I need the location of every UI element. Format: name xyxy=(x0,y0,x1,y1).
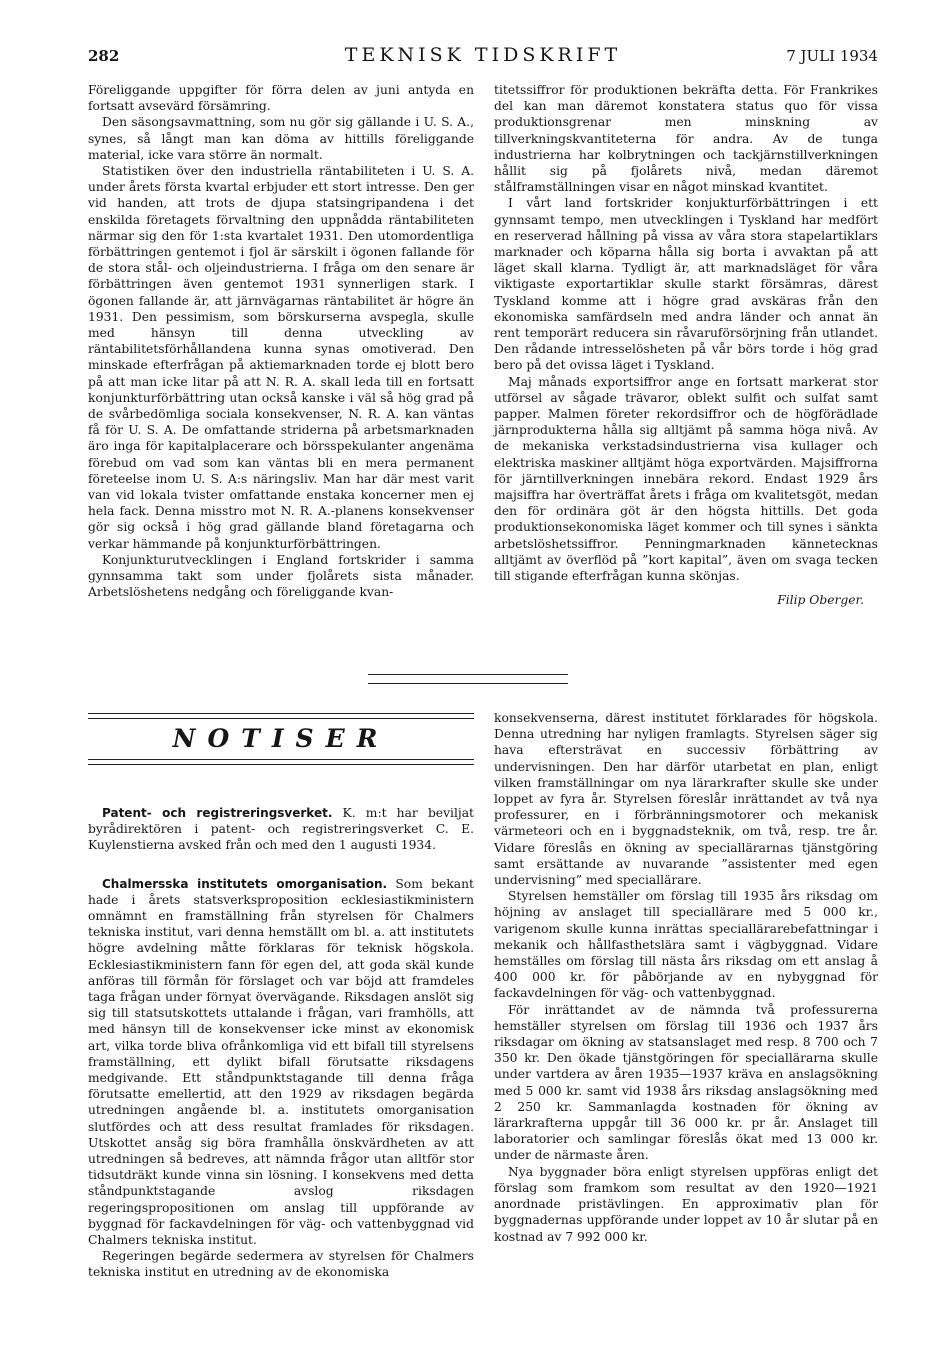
column-2 xyxy=(494,82,878,609)
paragraph: Den säsongsavmattning, som nu gör sig gällande i U. S. A., synes, så långt man kan döma av hittills föreliggande material, icke vara större än normalt. xyxy=(88,115,474,162)
paragraph: Maj månads exportsiffror ange en fortsatt markerat stor utförsel av sågade trävaror, oblekt sulfit och sulfat samt papper. Malmen företer rekordsiffror och de högförädlade järnprodukterna hålla sig alltjämt på samma höga nivå. Av de mekaniska verkstadsindustrierna visa kullager och elektriska maskiner alltjämt höga exportvärden. Majsiffrorna för järntillverkningen innebära rekord. Endast 1929 års majsiffra har överträffat årets i fråga om kvalitetsgöt, medan den för ordinära göt är den högsta hittills. Det goda produktionsekonomiska läget kommer och till synes i sänkta arbetslöshetssiffror. Penningmarknaden kännetecknas alltjämt av överflöd på ”kort kapital”, även om svaga tecken till stigande efterfrågan kunna skönjas. xyxy=(494,374,878,584)
paragraph: I vårt land fortskrider konjukturförbättringen i ett gynnsamt tempo, men utvecklingen i Tyskland har medfört en reserverad hållning på vissa av våra stora stapelartiklars marknader och köparna hålla sig borta i avvaktan på att läget skall klarna. Tydligt är, att marknadsläget för våra viktigaste exportartiklar skulle starkt försämras, därest Tyskland komme att i högre grad avskäras från den ekonomiska samfärdseln med andra länder och annat än rent temporärt reducera sin råvaruförsörjning från utlandet. Den rådande intresselösheten på vår börs torde i hög grad bero på det ovissa läget i Tyskland. xyxy=(494,196,878,373)
paragraph: För inrättandet av de nämnda två professurerna hemställer styrelsen om förslag till 1936 och 1937 års riksdagar om ökning av statsanslaget med resp. 8 700 och 7 350 kr. Den ökade tjänstgöringen för speciallärarna skulle under vartdera av åren 1935—1937 kräva en anslagsökning med 5 000 kr. samt vid 1938 års riksdag anslagsökning med 2 250 kr. Sammanlagda kostnaden för ökning av lärarkrafterna uppgår till 36 000 kr. pr år. Anslaget till laboratorier och samlingar föreslås ökat med 13 000 kr. under de närmaste åren. xyxy=(494,1002,878,1163)
page-number: 282 xyxy=(88,47,120,65)
column-3 xyxy=(88,710,474,1281)
column-4 xyxy=(494,710,878,1245)
issue-date: 7 JULI 1934 xyxy=(786,47,878,65)
section-divider xyxy=(368,674,568,684)
paragraph: konsekvenserna, därest institutet förklarades för högskola. Denna utredning har nyligen framlagts. Styrelsen säger sig hava eftersträvat en successiv förbättring av undervisningen. Den har därför utarbetat en plan, enligt vilken framställningar om nya lärarkrafter skulle ske under loppet av fyra år. Styrelsen föreslår inrättandet av två nya professurer, en i förbränningsmotorer och mekanisk värmeteori och en i byggnadsteknik, om två, resp. tre år. Vidare föreslås en ökning av speciallärarnas tjänstgöring samt ersättande av nuvarande ”assistenter med egen undervisning” med speciallärare. xyxy=(494,711,878,888)
page-header xyxy=(88,44,878,68)
paragraph: titetssiffror för produktionen bekräfta detta. För Frankrikes del kan man däremot konstatera status quo för vissa produktionsgrenar men minskning av tillverkningskvantiteterna för andra. Av de tunga industrierna har kolbrytningen och tackjärnstillverkningen hållit sig på fjolårets nivå, medan däremot stålframställningen visar en något minskad kvantitet. xyxy=(494,83,878,195)
author-signature: Filip Oberger. xyxy=(777,593,864,608)
paragraph: Konjunkturutvecklingen i England fortskrider i samma gynnsamma takt som under fjolårets sista månader. Arbetslöshetens nedgång och föreliggande kvan- xyxy=(88,552,474,600)
paragraph: Föreliggande uppgifter för förra delen av juni antyda en fortsatt avsevärd försämring. xyxy=(88,83,474,114)
notice-chalmers xyxy=(88,876,474,1249)
column-1 xyxy=(88,82,474,601)
notice-body: K. m:t har beviljat byrådirektören i patent- och registreringsverket C. E. Kuylenstierna avsked från och med den 1 augusti 1934. xyxy=(88,806,474,853)
notice-heading: Patent- och registreringsverket. xyxy=(102,806,333,820)
paragraph: Statistiken över den industriella räntabiliteten i U. S. A. under årets första kvartal erbjuder ett stort intresse. Den ger vid handen, att trots de djupa statsingripandena i det enskilda företagets förvaltning den uppnådda räntabiliteten närmar sig den för 1:sta kvartalet 1931. Den utomordentliga förbättringen gentemot i fjol är särskilt i ögonen fallande för de stora stål- och oljeindustrierna. I fråga om den senare är förbättringen även gentemot 1931 synnerligen stark. I ögonen fallande är, att järnvägarnas räntabilitet är högre än 1931. Den pessimism, som börskurserna avspegla, skulle med hänsyn till denna utveckling av räntabilitetsförhållandena kunna synas omotiverad. Den minskade efterfrågan på aktiemarknaden torde ej blott bero på att man icke litar på att N. R. A. skall leda till en fortsatt konjunkturförbättring utan också kanske i väl så hög grad på de svårbedömliga sociala konsekvenser, N. R. A. kan väntas få för U. S. A. De omfattande striderna på arbetsmarknaden äro inga för kapitalplacerare och börsspekulanter angenäma förebud om vad som kan väntas bli en mera permanent företeelse inom U. S. A:s näringsliv. Man har där mest varit van vid lokala tvister omfattande enstaka koncerner men ej hela fack. Denna misstro mot N. R. A.-planens konsekvenser gör sig också i hög grad gällande bland företagarna och verkar hämmande på konjunkturförbättringen. xyxy=(88,164,474,551)
notice-patent xyxy=(88,805,474,854)
journal-title: TEKNISK TIDSKRIFT xyxy=(344,44,622,66)
paragraph: Regeringen begärde sedermera av styrelsen för Chalmers tekniska institut en utredning av de ekonomiska xyxy=(88,1249,474,1280)
section-title: NOTISER xyxy=(172,724,390,753)
paragraph: Styrelsen hemställer om förslag till 1935 års riksdag om höjning av anslaget till speciallärare med 5 000 kr., varigenom skulle kunna inrättas speciallärarebefattningar i mekanik och hållfasthetslära samt i vägbyggnad. Vidare hemställes om förslag till nästa års riksdag om ett anslag å 400 000 kr. för påbörjande av en nybyggnad för fackavdelningen för väg- och vattenbyggnad. xyxy=(494,889,878,1001)
notice-heading: Chalmersska institutets omorganisation. xyxy=(102,876,388,891)
notiser-banner xyxy=(88,713,474,765)
notice-body: Som bekant hade i årets statsverksproposition ecklesiastikministern omnämnt en framställning från styrelsen för Chalmers tekniska institut, vari denna hemställt om bl. a. att institutets högre avdelning måtte förklaras för teknisk högskola. Ecklesiastikministern fann för egen del, att goda skäl kunde anföras till förmån för förslaget och var böjd att framdeles taga frågan under förnyat övervägande. Riksdagen anslöt sig sig till statsutskottets uttalande i frågan, vari framhölls, att med hänsyn till de konsekvenser icke minst av ekonomisk art, vilka torde bliva ofrånkomliga vid ett bifall till styrelsens framställning, ett dylikt bifall förutsatte riksdagens medgivande. Ett ståndpunktstagande till denna fråga förutsatte emellertid, att den 1929 av riksdagen begärda utredningen angående bl. a. institutets omorganisation slutfördes och att dess resultat framlades för riksdagen. Utskottet ansåg sig böra framhålla önskvärdheten av att utredningen så bedreves, att nämnda frågor utan alltför stor tidsutdräkt kunde vinna sin lösning. I konsekvens med detta ståndpunktstagande avslog riksdagen regeringspropositionen om anslag till uppförande av byggnad för fackavdelningen för väg- och vattenbyggnad vid Chalmers tekniska institut. xyxy=(88,876,474,1248)
paragraph: Nya byggnader böra enligt styrelsen uppföras enligt det förslag som framkom som resultat av den 1920—1921 anordnade pristävlingen. En approximativ plan för byggnadernas uppförande under loppet av 10 år slutar på en kostnad av 7 992 000 kr. xyxy=(494,1164,878,1244)
